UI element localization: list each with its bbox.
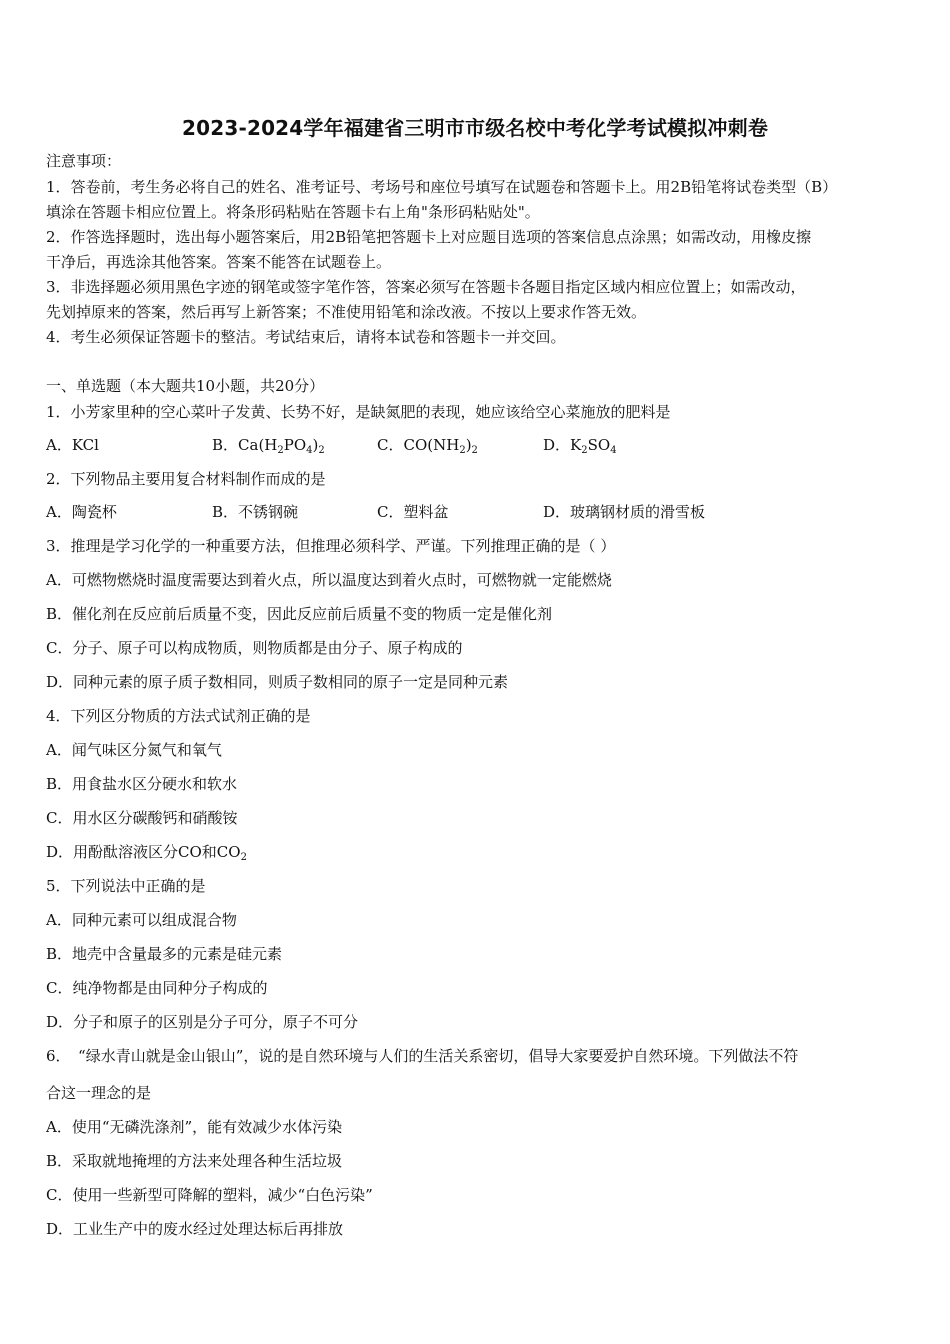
notice-line: 先划掉原来的答案，然后再写上新答案；不准使用铅笔和涂改液。不按以上要求作答无效。 — [46, 303, 647, 321]
q1-option-a: A．KCl — [46, 436, 99, 454]
question-2-stem: 2．下列物品主要用复合材料制作而成的是 — [46, 470, 326, 488]
question-4-stem: 4．下列区分物质的方法式试剂正确的是 — [46, 707, 311, 725]
q4-option-d: D．用酚酞溶液区分CO和$CO_2$ — [46, 843, 247, 863]
notice-line: 4．考生必须保证答题卡的整洁。考试结束后，请将本试卷和答题卡一并交回。 — [46, 328, 566, 346]
q4-option-b: B．用食盐水区分硬水和软水 — [46, 775, 238, 793]
q6-option-c: C．使用一些新型可降解的塑料，减少“白色污染” — [46, 1186, 373, 1204]
q1-option-c: C．$CO(NH_2)_2$ — [377, 436, 478, 456]
q1-option-d: D．$K_2SO_4$ — [543, 436, 617, 456]
page-title: 2023-2024学年福建省三明市市级名校中考化学考试模拟冲刺卷 — [181, 116, 769, 140]
section-heading: 一、单选题（本大题共10小题，共20分） — [46, 377, 325, 395]
notice-line: 1．答卷前，考生务必将自己的姓名、准考证号、考场号和座位号填写在试题卷和答题卡上。用2B铅笔将试卷类型（B） — [46, 178, 838, 196]
q3-option-b: B．催化剂在反应前后质量不变，因此反应前后质量不变的物质一定是催化剂 — [46, 605, 553, 623]
q3-option-d: D．同种元素的原子质子数相同，则质子数相同的原子一定是同种元素 — [46, 673, 509, 691]
notice-line: 填涂在答题卡相应位置上。将条形码粘贴在答题卡右上角"条形码粘贴处"。 — [46, 203, 540, 221]
q2-option-c: C．塑料盆 — [377, 503, 449, 521]
q2-option-a: A．陶瓷杯 — [46, 503, 117, 521]
question-3-stem: 3．推理是学习化学的一种重要方法，但推理必须科学、严谨。下列推理正确的是（ ） — [46, 537, 616, 555]
question-6-stem: 6． “绿水青山就是金山银山”，说的是自然环境与人们的生活关系密切，倡导大家要爱护自然环境。下列做法不符 — [46, 1047, 799, 1065]
q6-option-b: B．采取就地掩埋的方法来处理各种生活垃圾 — [46, 1152, 343, 1170]
notice-line: 3．非选择题必须用黑色字迹的钢笔或签字笔作答，答案必须写在答题卡各题目指定区域内相应位置上；如需改动， — [46, 278, 806, 296]
notice-line: 干净后，再选涂其他答案。答案不能答在试题卷上。 — [46, 253, 392, 271]
q5-option-d: D．分子和原子的区别是分子可分，原子不可分 — [46, 1013, 359, 1031]
q3-option-c: C．分子、原子可以构成物质，则物质都是由分子、原子构成的 — [46, 639, 463, 657]
q5-option-c: C．纯净物都是由同种分子构成的 — [46, 979, 268, 997]
q5-option-a: A．同种元素可以组成混合物 — [46, 911, 237, 929]
notice-heading: 注意事项： — [46, 152, 122, 170]
question-6-stem-cont: 合这一理念的是 — [46, 1084, 152, 1102]
q5-option-b: B．地壳中含量最多的元素是硅元素 — [46, 945, 283, 963]
question-1-stem: 1．小芳家里种的空心菜叶子发黄、长势不好，是缺氮肥的表现，她应该给空心菜施放的肥料是 — [46, 403, 671, 421]
q4-option-c: C．用水区分碳酸钙和硝酸铵 — [46, 809, 238, 827]
q1-option-b: B．$Ca(H_2PO_4)_2$ — [212, 436, 325, 456]
notice-line: 2．作答选择题时，选出每小题答案后，用2B铅笔把答题卡上对应题目选项的答案信息点涂黑；如需改动，用橡皮擦 — [46, 228, 812, 246]
question-5-stem: 5．下列说法中正确的是 — [46, 877, 206, 895]
q4-option-a: A．闻气味区分氮气和氧气 — [46, 741, 222, 759]
q2-option-b: B．不锈钢碗 — [212, 503, 299, 521]
q2-option-d: D．玻璃钢材质的滑雪板 — [543, 503, 706, 521]
q6-option-d: D．工业生产中的废水经过处理达标后再排放 — [46, 1220, 344, 1238]
q3-option-a: A．可燃物燃烧时温度需要达到着火点，所以温度达到着火点时，可燃物就一定能燃烧 — [46, 571, 612, 589]
q6-option-a: A．使用“无磷洗涤剂”，能有效减少水体污染 — [46, 1118, 343, 1136]
